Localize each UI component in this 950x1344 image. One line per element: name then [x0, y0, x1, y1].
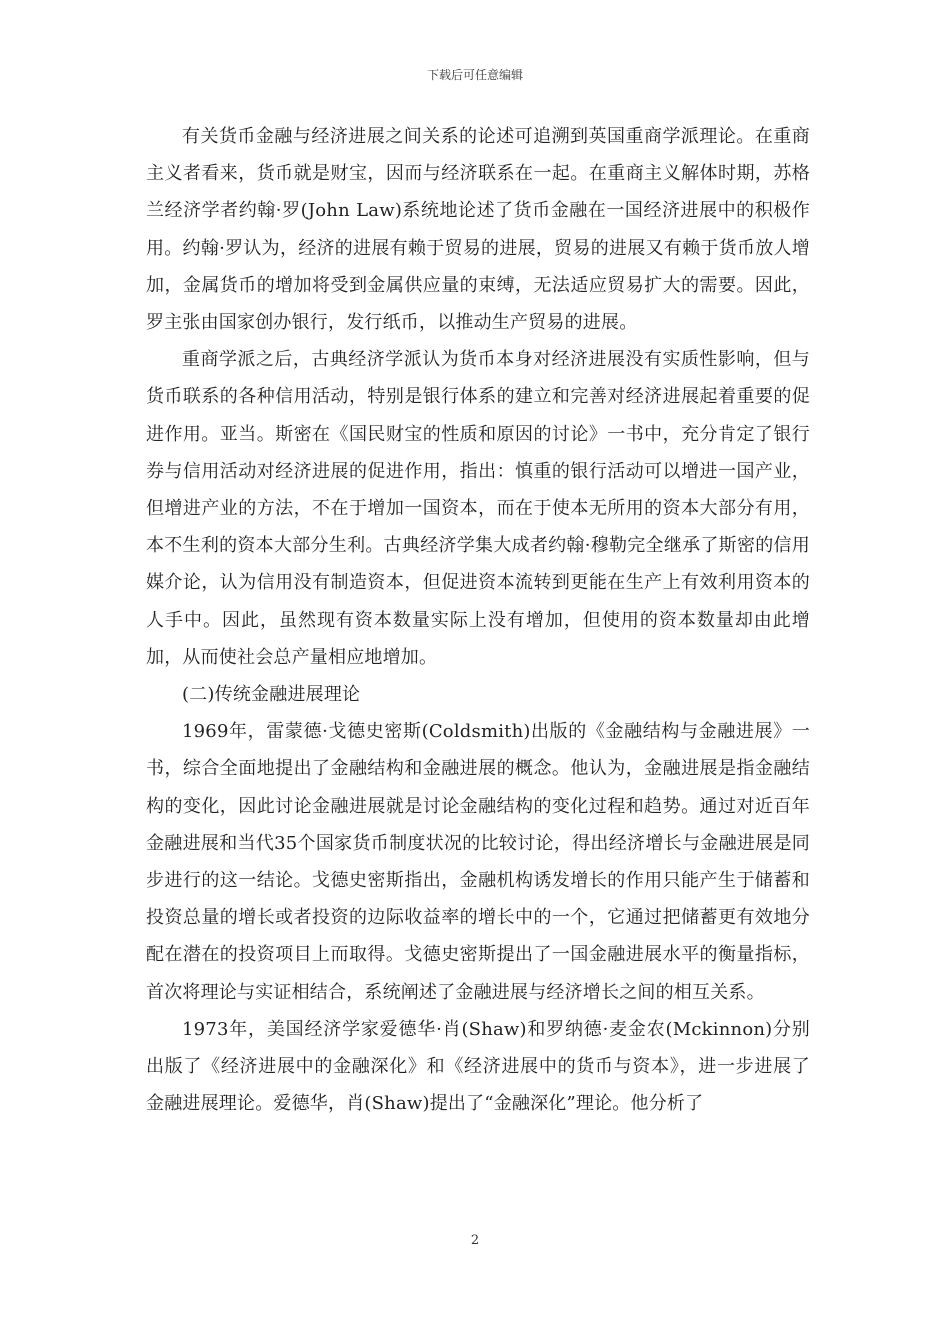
page-number: 2 — [470, 1233, 480, 1248]
paragraph: 重商学派之后，古典经济学派认为货币本身对经济进展没有实质性影响，但与货币联系的各种信用活动，特别是银行体系的建立和完善对经济进展起着重要的促进作用。亚当。斯密在《国民财宝的性质和原因的讨论》一书中，充分肯定了银行券与信用活动对经济进展的促进作用，指出：慎重的银行活动可以增进一国产业，但增进产业的方法，不在于增加一国资本，而在于使本无所用的资本大部分有用，本不生利的资本大部分生利。古典经济学集大成者约翰·穆勒完全继承了斯密的信用媒介论，认为信用没有制造资本，但促进资本流转到更能在生产上有效利用资本的人手中。因此，虽然现有资本数量实际上没有增加，但使用的资本数量却由此增加，从而使社会总产量相应地增加。 — [146, 349, 810, 668]
section-heading: (二)传统金融进展理论 — [182, 684, 361, 706]
paragraph: 1973年，美国经济学家爱德华·肖(Shaw)和罗纳德·麦金农(Mckinnon)分别出版了《经济进展中的金融深化》和《经济进展中的货币与资本》，进一步进展了金融进展理论。爱德华，肖(Shaw)提出了“金融深化”理论。他分析了 — [146, 1018, 810, 1115]
document-body — [146, 118, 810, 1122]
paragraph: 有关货币金融与经济进展之间关系的论述可追溯到英国重商学派理论。在重商主义者看来，货币就是财宝，因而与经济联系在一起。在重商主义解体时期，苏格兰经济学者约翰·罗(John Law)系统地论述了货币金融在一国经济进展中的积极作用。约翰·罗认为，经济的进展有赖于贸易的进展，贸易的进展又有赖于货币放人增加，金属货币的增加将受到金属供应量的束缚，无法适应贸易扩大的需要。因此，罗主张由国家创办银行，发行纸币，以推动生产贸易的进展。 — [146, 126, 810, 334]
paragraph: 1969年，雷蒙德·戈德史密斯(Coldsmith)出版的《金融结构与金融进展》一书，综合全面地提出了金融结构和金融进展的概念。他认为，金融进展是指金融结构的变化，因此讨论金融进展就是讨论金融结构的变化过程和趋势。通过对近百年金融进展和当代35个国家货币制度状况的比较讨论，得出经济增长与金融进展是同步进行的这一结论。戈德史密斯指出，金融机构诱发增长的作用只能产生于储蓄和投资总量的增长或者投资的边际收益率的增长中的一个，它通过把储蓄更有效地分配在潜在的投资项目上而取得。戈德史密斯提出了一国金融进展水平的衡量指标，首次将理论与实证相结合，系统阐述了金融进展与经济增长之间的相互关系。 — [146, 721, 810, 1003]
page-header: 下载后可任意编辑 — [426, 68, 523, 82]
